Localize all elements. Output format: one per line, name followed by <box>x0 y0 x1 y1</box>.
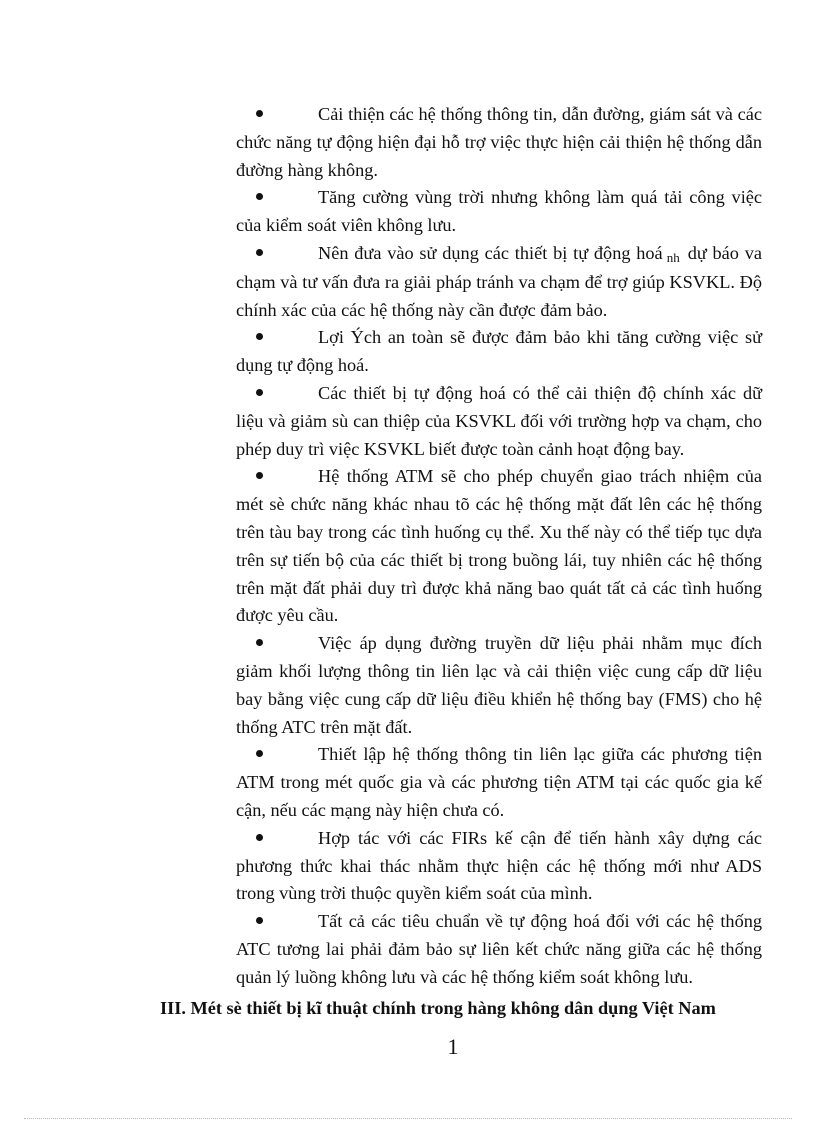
page-number: 1 <box>447 1034 459 1059</box>
bullet-item <box>236 741 762 824</box>
section-heading: III. Mét sè thiết bị kĩ thuật chính trong hàng không dân dụng Việt Nam <box>160 998 716 1018</box>
bullet-item <box>236 825 762 908</box>
bullet-item <box>236 908 762 991</box>
bullet-text: Hệ thống ATM sẽ cho phép chuyển giao trách nhiệm của mét sè chức năng khác nhau tõ các hệ thống mặt đất lên các hệ thống trên tàu bay trong các tình huống cụ thể. Xu thế này có thể tiếp tục dựa trên sự tiến bộ của các thiết bị trong buồng lái, tuy nhiên các hệ thống trên mặt đất phải duy trì được khả năng bao quát tất cả các tình huống được yêu cầu. <box>236 466 762 626</box>
bullet-text: Tăng cường vùng trời nhưng không làm quá tải công việc của kiểm soát viên không lưu. <box>236 187 762 236</box>
bullet-item <box>236 184 762 240</box>
bullet-text: Nên đưa vào sử dụng các thiết bị tự động hoá <box>318 242 663 263</box>
bullet-text-continued: dự báo va chạm và tư vấn đưa ra giải pháp tránh va chạm để trợ giúp KSVKL. Độ chính xác của các hệ thống này cần được đảm bảo. <box>236 242 763 320</box>
bullet-item <box>236 240 762 324</box>
bullet-item <box>236 463 762 630</box>
bullet-text: Lợi Ých an toàn sẽ được đảm bảo khi tăng cường việc sử dụng tự động hoá. <box>236 327 762 376</box>
bullet-text: Các thiết bị tự động hoá có thể cải thiện độ chính xác dữ liệu và giảm sù can thiệp của KSVKL đối với trường hợp va chạm, cho phép duy trì việc KSVKL biết được toàn cảnh hoạt động bay. <box>236 382 762 459</box>
bullet-item <box>236 101 762 184</box>
bullet-text: Thiết lập hệ thống thông tin liên lạc giữa các phương tiện ATM trong mét quốc gia và các phương tiện ATM tại các quốc gia kế cận, nếu các mạng này hiện chưa có. <box>236 744 762 820</box>
inline-marker: nh <box>666 249 680 265</box>
bullet-item <box>236 324 762 380</box>
bullet-text: Tất cả các tiêu chuẩn về tự động hoá đối với các hệ thống ATC tương lai phải đảm bảo sự liên kết chức năng giữa các hệ thống quản lý luồng không lưu và các hệ thống kiểm soát không lưu. <box>236 911 762 987</box>
bullet-item <box>236 630 762 741</box>
page-bottom-rule <box>24 1118 792 1119</box>
bullet-text: Việc áp dụng đường truyền dữ liệu phải nhằm mục đích giảm khối lượng thông tin liên lạc và cải thiện việc cung cấp dữ liệu bay bằng việc cung cấp dữ liệu điều khiển hệ thống bay (FMS) cho hệ thống ATC trên mặt đất. <box>236 633 762 737</box>
bullet-text: Cải thiện các hệ thống thông tin, dẫn đường, giám sát và các chức năng tự động hiện đại hỗ trợ việc thực hiện cải thiện hệ thống dẫn đường hàng không. <box>236 104 762 180</box>
bullet-text: Hợp tác với các FIRs kế cận để tiến hành xây dựng các phương thức khai thác nhằm thực hiện các hệ thống mới như ADS trong vùng trời thuộc quyền kiểm soát của mình. <box>236 827 762 904</box>
bullet-list <box>236 101 762 992</box>
bullet-item <box>236 380 762 463</box>
